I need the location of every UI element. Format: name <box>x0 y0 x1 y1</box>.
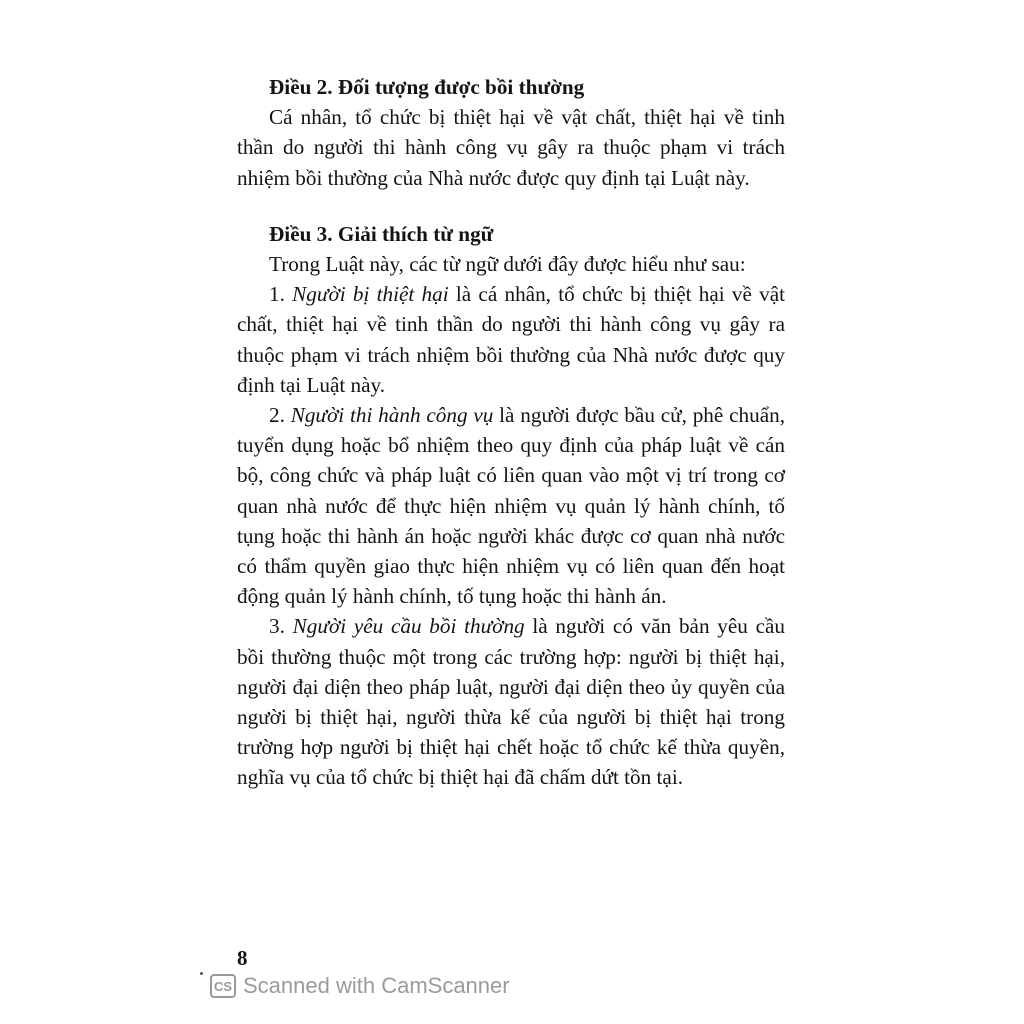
definition-item <box>237 611 785 792</box>
definition-number: 3. <box>269 614 285 639</box>
page-text <box>237 72 785 793</box>
definition-item <box>237 279 785 400</box>
article-3-intro: Trong Luật này, các từ ngữ dưới đây được hiểu như sau: <box>269 252 746 277</box>
definition-term: Người thi hành công vụ <box>290 403 494 428</box>
camscanner-logo-icon: CS <box>210 974 236 998</box>
definition-text: là người có văn bản yêu cầu bồi thường thuộc một trong các trường hợp: người bị thiệt hại, người đại diện theo pháp luật, người đại diện theo ủy quyền của người bị thiệt hại, người thừa kế của người bị thiệt hại trong trường hợp người bị thiệt hại chết hoặc tổ chức kế thừa quyền, nghĩa vụ của tổ chức bị thiệt hại đã chấm dứt tồn tại. <box>237 614 785 790</box>
definition-number: 1. <box>269 282 285 307</box>
article-3-heading: Điều 3. Giải thích từ ngữ <box>269 221 494 246</box>
article-2-body: Cá nhân, tổ chức bị thiệt hại về vật chất, thiệt hại về tinh thần do người thi hành công vụ gây ra thuộc phạm vi trách nhiệm bồi thường của Nhà nước được quy định tại Luật này. <box>237 105 785 190</box>
camscanner-watermark <box>210 971 510 1001</box>
scan-speck <box>200 972 203 975</box>
page-number: 8 <box>237 946 248 970</box>
definition-item <box>237 400 785 611</box>
definition-number: 2. <box>269 403 285 428</box>
definition-text: là cá nhân, tổ chức bị thiệt hại về vật chất, thiệt hại về tinh thần do người thi hành công vụ gây ra thuộc phạm vi trách nhiệm bồi thường của Nhà nước được quy định tại Luật này. <box>237 282 786 397</box>
article-2-heading: Điều 2. Đối tượng được bồi thường <box>269 75 585 99</box>
definition-text: là người được bầu cử, phê chuẩn, tuyển dụng hoặc bổ nhiệm theo quy định của pháp luật về cán bộ, công chức và pháp luật có liên quan vào một vị trí trong cơ quan nhà nước để thực hiện nhiệm vụ quản lý hành chính, tố tụng hoặc thi hành án hoặc người khác được cơ quan nhà nước có thẩm quyền giao thực hiện nhiệm vụ có liên quan đến hoạt động quản lý hành chính, tố tụng hoặc thi hành án. <box>237 403 785 609</box>
definition-term: Người bị thiệt hại <box>292 282 449 307</box>
watermark-text: Scanned with CamScanner <box>243 973 510 998</box>
definition-term: Người yêu cầu bồi thường <box>292 614 525 639</box>
